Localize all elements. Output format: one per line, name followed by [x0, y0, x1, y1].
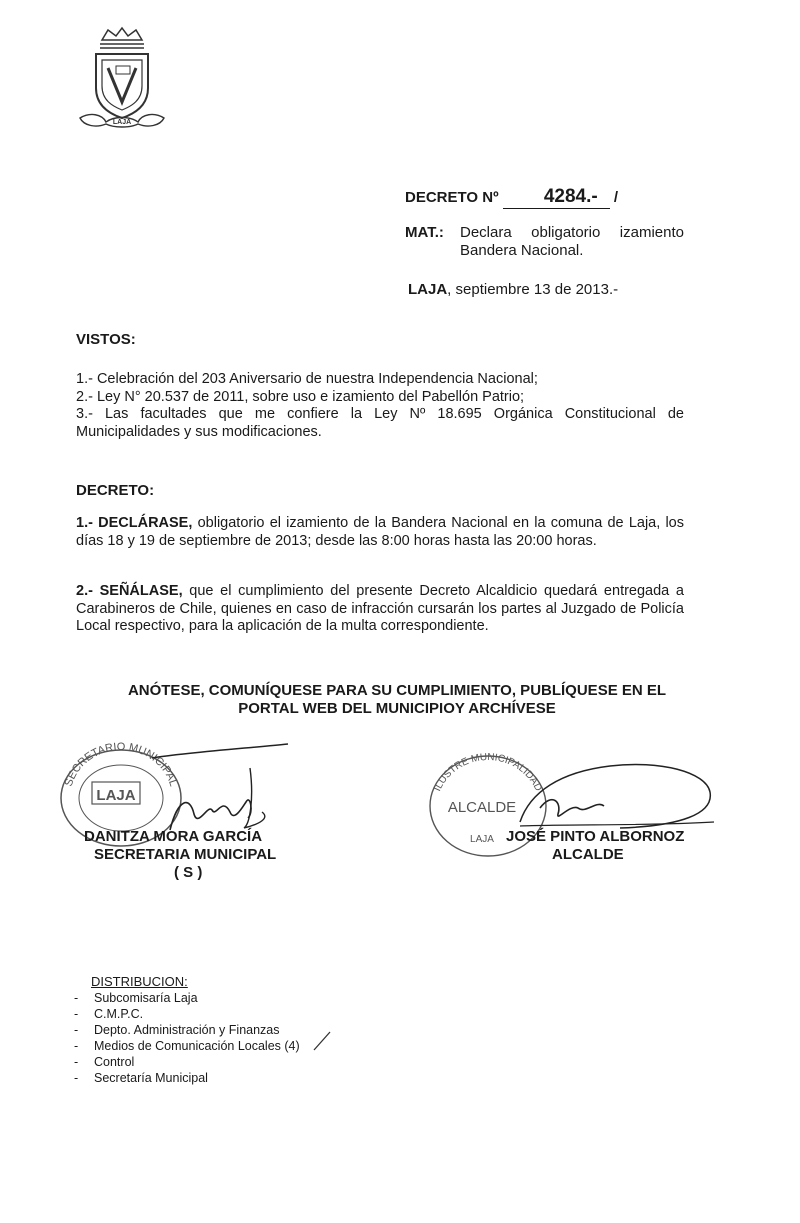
decree-number-line	[405, 186, 618, 209]
article-2	[76, 583, 684, 636]
left-signatory-name: DANITZA MORA GARCÍA	[84, 828, 263, 845]
vistos-list	[76, 371, 684, 441]
check-mark	[312, 1030, 332, 1052]
municipal-crest-logo	[76, 26, 168, 132]
distribution-item: - Medios de Comunicación Locales (4)	[74, 1038, 300, 1054]
article-1-text: obligatorio el izamiento de la Bandera Nacional en la comuna de Laja, los días 18 y 19 de septiembre de 2013; desde las 8:00 horas hasta las 20:00 horas.	[76, 515, 684, 549]
decree-number: 4284.-	[503, 186, 610, 209]
vistos-item: 2.- Ley N° 20.537 de 2011, sobre uso e izamiento del Pabellón Patrio;	[76, 388, 525, 405]
right-signature-scribble	[500, 752, 720, 836]
distribution-list	[74, 990, 300, 1086]
svg-text:LAJA: LAJA	[96, 787, 136, 804]
place-date	[408, 281, 618, 298]
article-2-lead: 2.- SEÑÁLASE,	[76, 583, 183, 599]
distribution-item: - Depto. Administración y Finanzas	[74, 1022, 300, 1038]
left-signatory-suffix: ( S )	[174, 864, 203, 881]
date: , septiembre 13 de 2013.-	[447, 281, 619, 298]
distribution-item: - Subcomisaría Laja	[74, 990, 300, 1006]
vistos-item: 1.- Celebración del 203 Aniversario de nuestra Independencia Nacional;	[76, 371, 538, 387]
distribution-title: DISTRIBUCION:	[91, 974, 188, 989]
closing-formula	[76, 682, 718, 718]
right-signatory-name: JOSÉ PINTO ALBORNOZ	[506, 828, 685, 845]
place: LAJA	[408, 281, 448, 298]
decree-label: DECRETO Nº	[405, 189, 499, 206]
mat-text: Declara obligatorio izamiento Bandera Nacional.	[460, 224, 684, 259]
mat-label: MAT.:	[405, 224, 444, 241]
left-signature-scribble	[150, 738, 310, 838]
svg-text:ILUSTRE MUNICIPALIDAD: ILUSTRE MUNICIPALIDAD	[432, 751, 544, 794]
distribution-item: - Control	[74, 1054, 300, 1070]
svg-text:LAJA: LAJA	[112, 119, 132, 126]
left-signatory-title: SECRETARIA MUNICIPAL	[94, 846, 277, 863]
svg-text:ALCALDE: ALCALDE	[447, 799, 517, 816]
closing-line-1: ANÓTESE, COMUNÍQUESE PARA SU CUMPLIMIENTO, PUBLÍQUESE EN EL	[127, 682, 667, 699]
right-signatory-title: ALCALDE	[552, 846, 624, 863]
distribution-item: - C.M.P.C.	[74, 1006, 300, 1022]
vistos-heading: VISTOS:	[76, 331, 136, 348]
svg-text:LAJA: LAJA	[470, 834, 494, 845]
closing-line-2: PORTAL WEB DEL MUNICIPIOY ARCHÍVESE	[238, 700, 556, 717]
article-1	[76, 515, 684, 550]
distribution-item: - Secretaría Municipal	[74, 1070, 300, 1086]
vistos-item: 3.- Las facultades que me confiere la Ley Nº 18.695 Orgánica Constitucional de Municipalidades y sus modificaciones.	[76, 406, 684, 440]
article-2-text: que el cumplimiento del presente Decreto Alcaldicio quedará entregada a Carabineros de Chile, quienes en caso de infracción cursarán los partes al Juzgado de Policía Local respectivo, para la aplicación de la multa correspondiente.	[76, 583, 684, 634]
decreto-heading: DECRETO:	[76, 482, 155, 499]
svg-text:SECRETARIO MUNICIPAL: SECRETARIO MUNICIPAL	[62, 740, 180, 788]
article-1-lead: 1.- DECLÁRASE,	[76, 515, 193, 531]
slash-mark: /	[613, 189, 619, 206]
